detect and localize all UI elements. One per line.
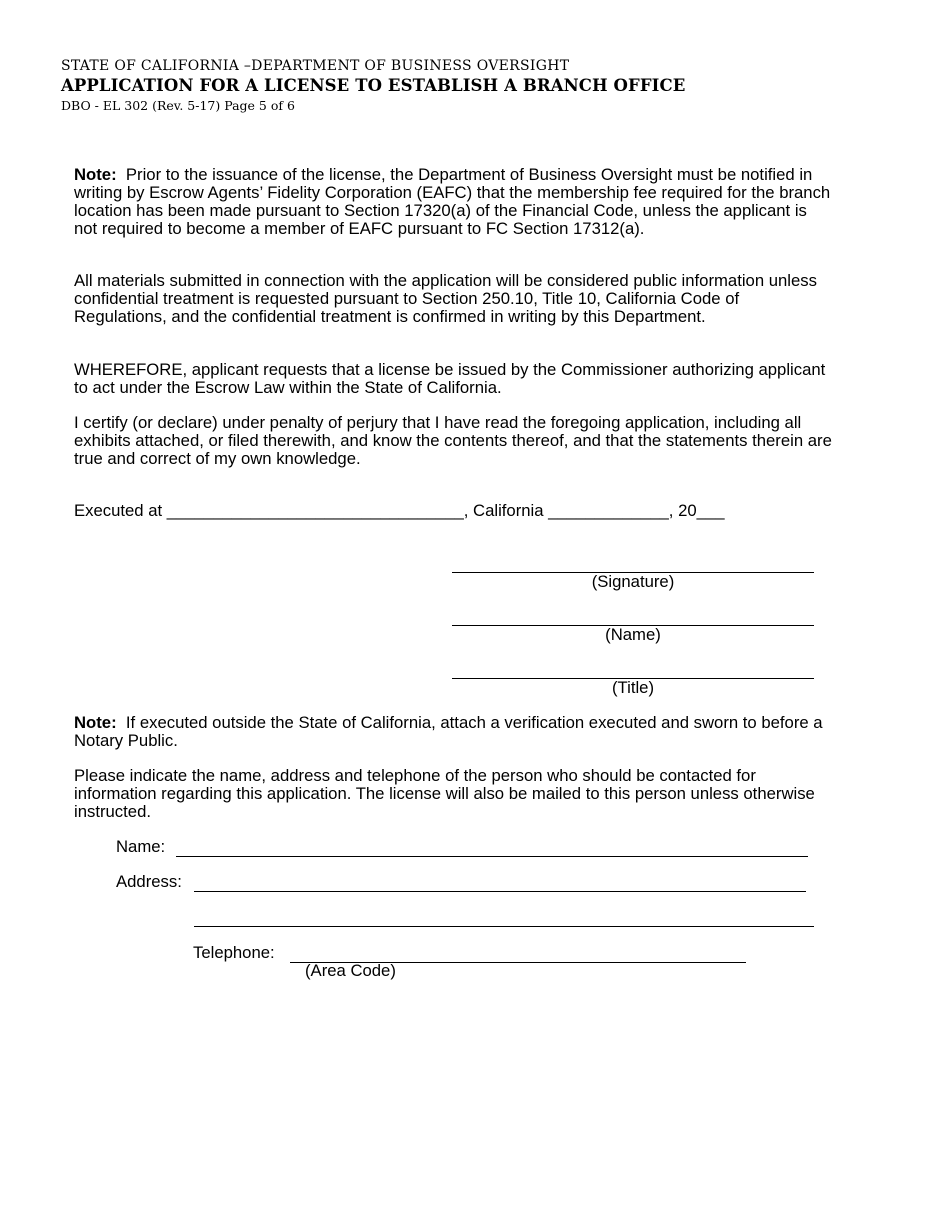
notary-note-text: If executed outside the State of California, attach a verification executed and sworn to before a Notary Public. xyxy=(74,713,828,750)
executed-at-line[interactable]: Executed at ________________________________, California _____________, 20___ xyxy=(74,501,725,520)
area-code-label: (Area Code) xyxy=(305,961,396,980)
contact-name-label: Name: xyxy=(116,837,166,856)
agency-name: STATE OF CALIFORNIA –DEPARTMENT OF BUSINESS OVERSIGHT xyxy=(61,58,570,74)
form-header xyxy=(61,57,685,114)
contact-address-label: Address: xyxy=(116,872,182,891)
contact-telephone-label: Telephone: xyxy=(193,943,275,962)
note-label: Note: xyxy=(74,713,117,732)
note-eafc-text: Prior to the issuance of the license, the Department of Business Oversight must be notified in writing by Escrow Agents’ Fidelity Corporation (EAFC) that the membership fee required for the branch location has been made pursuant to Section 17320(a) of the Financial Code, unless the applicant is not required to become a member of EAFC pursuant to FC Section 17312(a). xyxy=(74,165,835,238)
form-title: APPLICATION FOR A LICENSE TO ESTABLISH A BRANCH OFFICE xyxy=(61,76,686,95)
contact-instructions-paragraph: Please indicate the name, address and telephone of the person who should be contacted for information regarding this application. The license will also be mailed to this person unless otherwise instructed. xyxy=(74,766,815,821)
signature-label: (Signature) xyxy=(591,572,675,591)
public-information-paragraph: All materials submitted in connection with the application will be considered public information unless confidential treatment is requested pursuant to Section 250.10, Title 10, California Code of Regulations, and the confidential treatment is confirmed in writing by this Department. xyxy=(74,271,817,326)
wherefore-paragraph: WHEREFORE, applicant requests that a license be issued by the Commissioner authorizing applicant to act under the Escrow Law within the State of California. xyxy=(74,360,826,397)
note-label: Note: xyxy=(74,165,117,184)
certification-paragraph: I certify (or declare) under penalty of perjury that I have read the foregoing application, including all exhibits attached, or filed therewith, and know the contents thereof, and that the statements therein are true and correct of my own knowledge. xyxy=(74,413,832,468)
notary-note-paragraph xyxy=(74,714,834,750)
form-number: DBO - EL 302 (Rev. 5-17) Page 5 of 6 xyxy=(61,98,295,113)
signer-name-label: (Name) xyxy=(605,625,661,644)
contact-address-field[interactable] xyxy=(194,891,806,892)
note-eafc-paragraph xyxy=(74,166,834,238)
contact-name-field[interactable] xyxy=(176,856,808,857)
signer-title-label: (Title) xyxy=(611,678,655,697)
contact-address-field-line2[interactable] xyxy=(194,926,814,927)
